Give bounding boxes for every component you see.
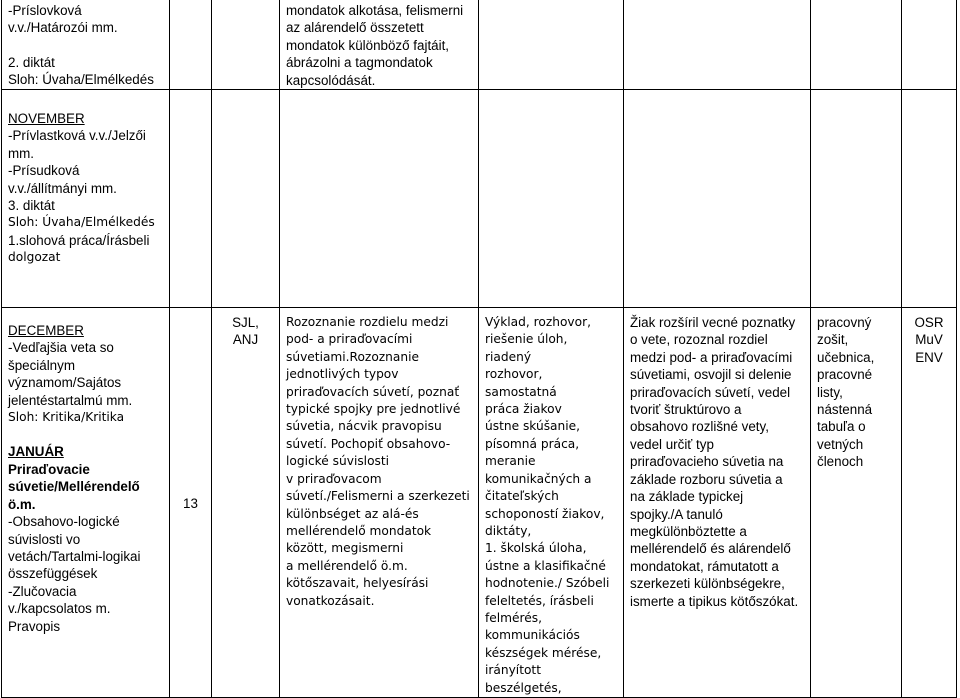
text-line: o vete, rozoznal rozdiel bbox=[630, 332, 768, 348]
text-line: tvoriť štruktúrovo a bbox=[630, 402, 742, 418]
resources-cell bbox=[811, 308, 902, 698]
text-line: összefüggések bbox=[8, 566, 98, 582]
text-line: pod- a priraďovacími bbox=[286, 332, 413, 347]
text-line: -Prívlastková v.v./Jelzői bbox=[8, 128, 146, 144]
methods-cell bbox=[479, 90, 624, 308]
text-line: spojky./A tanuló bbox=[630, 506, 723, 522]
text-line: diktáty, bbox=[485, 523, 532, 538]
month-heading: NOVEMBER bbox=[8, 111, 85, 127]
text-line: členoch bbox=[817, 454, 864, 470]
text-line: významom/Sajátos bbox=[8, 375, 122, 391]
content-cell bbox=[280, 90, 479, 308]
topic-cell bbox=[2, 308, 170, 698]
text-line: pracovné bbox=[817, 367, 873, 383]
text-line: vetách/Tartalmi-logikai bbox=[8, 548, 141, 564]
text-line: megkülönböztette a bbox=[630, 523, 747, 539]
text-line: jednotlivých typov bbox=[286, 367, 399, 382]
text-line: hodnotenie./ Szóbeli bbox=[485, 576, 610, 591]
text-line: különbséget az alá-és bbox=[286, 506, 419, 521]
text-line: Žiak rozšíril vecné poznatky bbox=[630, 315, 796, 331]
text-line: medzi pod- a priraďovacími bbox=[630, 349, 793, 365]
crosscurricular-cell bbox=[902, 0, 957, 90]
text-line: az alárendelő összetett bbox=[286, 20, 424, 36]
outcomes-cell bbox=[624, 308, 811, 698]
text-line: mellérendelő mondatok bbox=[286, 523, 432, 538]
text-line: učebnica, bbox=[817, 349, 875, 365]
curriculum-table bbox=[1, 0, 957, 698]
text-line: kötőszavait, helyesírási bbox=[286, 576, 429, 591]
text-line: typické spojky pre jednotlivé bbox=[286, 402, 461, 417]
text-line: ábrázolni a tagmondatok bbox=[286, 55, 433, 71]
text-line: mm. bbox=[8, 145, 35, 161]
text-line: listy, bbox=[817, 384, 843, 400]
text-line: špeciálnym bbox=[8, 357, 75, 373]
topic-heading: súvetie/Mellérendelő bbox=[8, 479, 140, 495]
methods-cell bbox=[479, 308, 624, 698]
text-line: Výklad, rozhovor, bbox=[485, 315, 591, 330]
text-line: 1. školská úloha, bbox=[485, 541, 587, 556]
text-line: kapcsolódását. bbox=[286, 72, 376, 88]
text-line: logické súvislosti bbox=[286, 454, 390, 469]
methods-cell bbox=[479, 0, 624, 90]
outcomes-cell bbox=[624, 90, 811, 308]
text-line: ústne a klasifikačné bbox=[485, 558, 606, 573]
text-line: Sloh: Úvaha/Elmélkedés bbox=[8, 72, 154, 88]
text-line: súvetia, nácvik pravopisu bbox=[286, 419, 442, 434]
text-line: kommunikációs bbox=[485, 628, 580, 643]
hours-cell bbox=[170, 308, 212, 698]
table-row bbox=[2, 0, 957, 90]
crosscurricular-cell bbox=[902, 308, 957, 698]
text-line: riešenie úloh, riadený bbox=[485, 332, 568, 364]
text-line: -Zlučovacia bbox=[8, 583, 77, 599]
text-line: feleltetés, írásbeli bbox=[485, 593, 594, 608]
text-line: mondatokat, rámutatott a bbox=[630, 558, 779, 574]
hours-cell bbox=[170, 0, 212, 90]
text-line: ismerte a tipikus kötőszókat. bbox=[630, 593, 799, 609]
text-line: priraďovacích súvetí, vedel bbox=[630, 384, 791, 400]
hours-cell bbox=[170, 90, 212, 308]
text-line: v.v./Határozói mm. bbox=[8, 20, 118, 36]
content-cell bbox=[280, 308, 479, 698]
resources-cell bbox=[811, 90, 902, 308]
text-line: súvetí. Pochopiť obsahovo- bbox=[286, 436, 451, 451]
text-line: szerkezeti különbségekre, bbox=[630, 576, 785, 592]
text-line: jelentéstartalmú mm. bbox=[8, 392, 133, 408]
text-line: OSR bbox=[914, 315, 944, 331]
text-line: -Vedľajšia veta so bbox=[8, 340, 114, 356]
text-line: MuV bbox=[915, 332, 943, 348]
text-line: dolgozat bbox=[8, 250, 61, 265]
topic-cell bbox=[2, 90, 170, 308]
table-row bbox=[2, 90, 957, 308]
hours-value: 13 bbox=[183, 495, 198, 511]
topic-cell bbox=[2, 0, 170, 90]
text-line: 1.slohová práca/Írásbeli bbox=[8, 232, 150, 248]
text-line: rozhovor, samostatná bbox=[485, 367, 557, 399]
text-line: v.v./állítmányi mm. bbox=[8, 180, 117, 196]
text-line: obsahovo rozlišné vety, bbox=[630, 419, 769, 435]
text-line: nástenná bbox=[817, 402, 873, 418]
content-cell bbox=[280, 0, 479, 90]
subjects-cell bbox=[212, 0, 280, 90]
text-line: súvetiami.Rozoznanie bbox=[286, 349, 419, 364]
text-line: Sloh: Kritika/Kritika bbox=[8, 410, 125, 425]
text-line: között, megismerni bbox=[286, 541, 404, 556]
text-line: Pravopis bbox=[8, 618, 61, 634]
text-line: priraďovacieho súvetia na bbox=[630, 454, 784, 470]
text-line: súvetiami, osvojil si delenie bbox=[630, 367, 792, 383]
crosscurricular-cell bbox=[902, 90, 957, 308]
text-line: Sloh: Úvaha/Elmélkedés bbox=[8, 215, 155, 230]
month-heading: JANUÁR bbox=[8, 444, 64, 460]
text-line: súvetí./Felismerni a szerkezeti bbox=[286, 489, 470, 504]
text-line: tabuľa o bbox=[817, 419, 866, 435]
text-line: mondatok különböző fajtáit, bbox=[286, 37, 450, 53]
text-line: ENV bbox=[915, 349, 943, 365]
table-row bbox=[2, 308, 957, 698]
text-line: 3. diktát bbox=[8, 198, 55, 214]
text-line: -Príslovková bbox=[8, 3, 82, 18]
text-line: v./kapcsolatos m. bbox=[8, 601, 111, 617]
text-line: zošit, bbox=[817, 332, 849, 348]
outcomes-cell bbox=[624, 0, 811, 90]
subjects-cell bbox=[212, 308, 280, 698]
topic-heading: ö.m. bbox=[8, 496, 36, 512]
text-line: pracovný bbox=[817, 315, 872, 331]
text-line: Rozoznanie rozdielu medzi bbox=[286, 315, 449, 330]
text-line: vedel určiť typ bbox=[630, 436, 714, 452]
text-line: készségek mérése, bbox=[485, 645, 602, 660]
text-line: schopoností žiakov, bbox=[485, 506, 605, 521]
text-line: priraďovacích súvetí, poznať bbox=[286, 384, 460, 399]
text-line: mondatok alkotása, felismerni bbox=[286, 3, 464, 18]
text-line: písomná práca, bbox=[485, 436, 580, 451]
text-line: čitateľských bbox=[485, 489, 559, 504]
topic-heading: Priraďovacie bbox=[8, 461, 90, 477]
text-line: mellérendelő és alárendelő bbox=[630, 541, 791, 557]
text-line: vonatkozásait. bbox=[286, 593, 375, 608]
text-line: v priraďovacom bbox=[286, 471, 382, 486]
text-line: na základe typickej bbox=[630, 489, 744, 505]
text-line: súvislosti vo bbox=[8, 531, 81, 547]
text-line: irányított beszélgetés, bbox=[485, 663, 562, 695]
subjects-value: SJL, ANJ bbox=[232, 315, 259, 348]
text-line: práca žiakov bbox=[485, 402, 562, 417]
text-line: -Obsahovo-logické bbox=[8, 514, 120, 530]
text-line: základe rozboru súvetia a bbox=[630, 471, 783, 487]
text-line: felmérés, bbox=[485, 610, 543, 625]
subjects-cell bbox=[212, 90, 280, 308]
text-line: ústne skúšanie, bbox=[485, 419, 581, 434]
resources-cell bbox=[811, 0, 902, 90]
text-line: 2. diktát bbox=[8, 54, 55, 70]
text-line: komunikačných a bbox=[485, 471, 592, 486]
text-line: -Prísudková bbox=[8, 163, 80, 179]
month-heading: DECEMBER bbox=[8, 323, 84, 339]
text-line: vetných bbox=[817, 436, 864, 452]
text-line: a mellérendelő ö.m. bbox=[286, 558, 408, 573]
text-line: meranie bbox=[485, 454, 536, 469]
